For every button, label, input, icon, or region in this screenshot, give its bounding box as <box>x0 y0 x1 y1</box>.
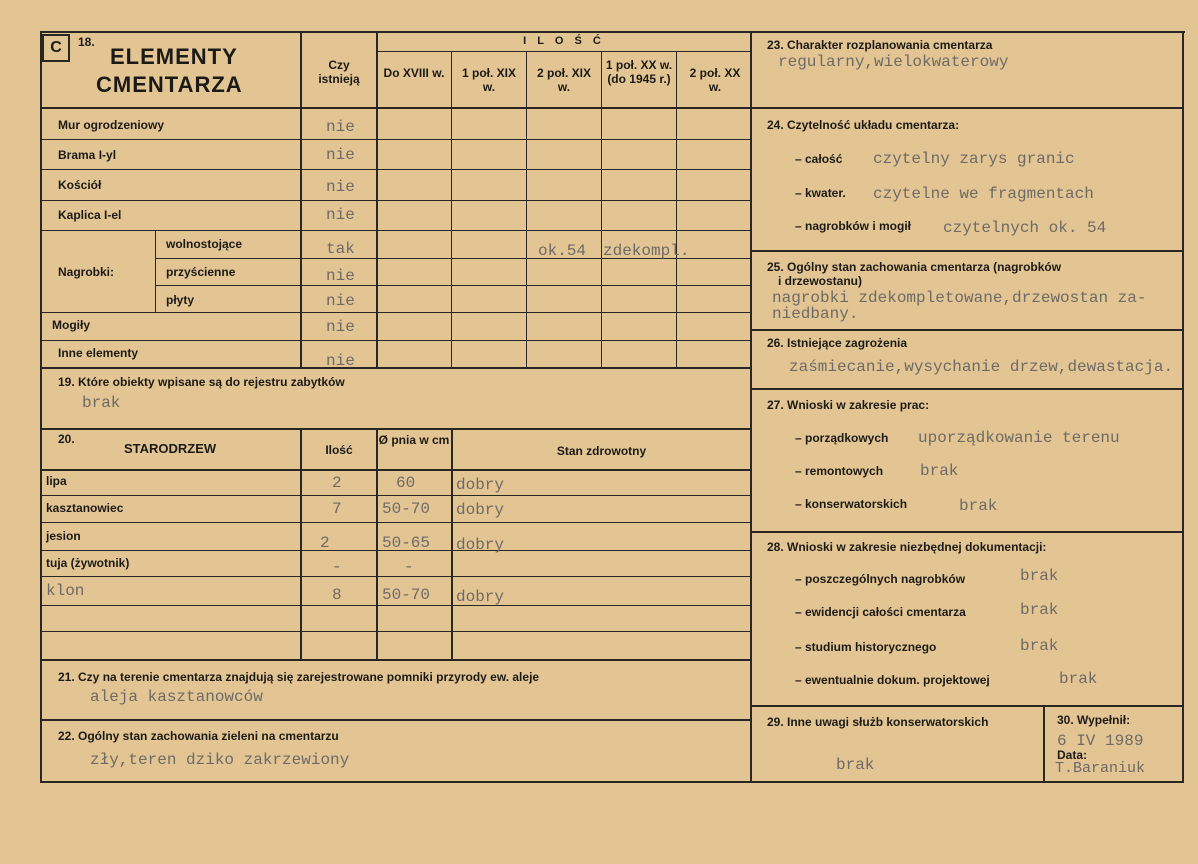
rule <box>40 522 752 523</box>
s21-label: 21. Czy na terenie cmentarza znajdują się zarejestrowane pomniki przyrody ew. aleje <box>58 670 540 684</box>
rule <box>451 51 452 368</box>
tree-name: tuja (żywotnik) <box>46 556 130 570</box>
s23-label: 23. Charakter rozplanowania cmentarza <box>767 38 993 52</box>
rule <box>750 107 1184 109</box>
rule <box>40 139 752 140</box>
col-czy-istnieja: Czy istnieją <box>318 58 360 86</box>
s25-value-line1: nagrobki zdekompletowane,drzewostan za- <box>772 289 1147 307</box>
s30-name: T.Baraniuk <box>1055 760 1146 777</box>
section-letter-box: C <box>42 34 70 62</box>
tree-diameter: 50-70 <box>382 500 431 518</box>
rule <box>750 31 752 783</box>
rule <box>376 51 752 52</box>
rule <box>40 576 752 577</box>
nagrobki-wolnostojace-label: wolnostojące <box>166 237 243 251</box>
s24-item-label: – całość <box>795 152 843 166</box>
s19-value: brak <box>82 394 121 412</box>
s27-item-value: brak <box>920 462 959 480</box>
inne-value: nie <box>326 352 355 370</box>
col-1pol-xx: 1 poł. XX w. (do 1945 r.) <box>605 58 673 86</box>
rule <box>40 719 752 721</box>
s22-label: 22. Ogólny stan zachowania zieleni na cmentarzu <box>58 729 339 743</box>
s25-value-line2: niedbany. <box>772 305 859 323</box>
tree-diameter: - <box>404 558 414 576</box>
s20-col-ilosc: Ilość <box>325 443 353 457</box>
rule <box>750 781 1184 783</box>
s28-item-label: – ewidencji całości cmentarza <box>795 605 966 619</box>
s20-col-pnia: Ø pnia w cm <box>378 433 450 447</box>
s30-data-label: Data: <box>1057 748 1088 762</box>
s24-item-label: – nagrobków i mogił <box>795 219 912 233</box>
section-number: 18. <box>78 35 95 49</box>
nagrobki-wolnostojace-count: ok.54 <box>538 242 587 260</box>
rule <box>40 367 752 369</box>
tree-count: 2 <box>332 474 342 492</box>
rule <box>750 531 1184 533</box>
s27-item-label: – porządkowych <box>795 431 889 445</box>
nagrobki-przyscienne-value: nie <box>326 267 355 285</box>
rule <box>40 428 752 430</box>
rule <box>300 428 302 660</box>
s20-number: 20. <box>58 432 75 446</box>
title-line-1: ELEMENTY <box>110 44 238 69</box>
rule <box>676 51 677 368</box>
s28-item-value: brak <box>1020 637 1059 655</box>
s27-item-value: uporządkowanie terenu <box>918 429 1120 447</box>
col-do-xviii: Do XVIII w. <box>383 66 445 80</box>
s30-label: 30. Wypełnił: <box>1057 713 1131 727</box>
mogily-value: nie <box>326 318 355 336</box>
s20-col-stan: Stan zdrowotny <box>556 444 647 458</box>
inne-label: Inne elementy <box>58 346 139 360</box>
tree-diameter: 50-65 <box>382 534 431 552</box>
tree-health: dobry <box>456 501 505 519</box>
tree-count: - <box>332 558 342 576</box>
s24-label: 24. Czytelność układu cmentarza: <box>767 118 960 132</box>
nagrobki-wolnostojace-value: tak <box>326 240 355 258</box>
rule <box>155 230 156 312</box>
s24-item-value: czytelny zarys granic <box>873 150 1075 168</box>
s23-value: regularny,wielokwaterowy <box>778 53 1009 71</box>
s21-value: aleja kasztanowców <box>90 688 263 706</box>
tree-name: klon <box>46 582 85 600</box>
rule <box>750 31 1185 33</box>
row-value-mur: nie <box>326 118 355 136</box>
rule <box>40 340 752 341</box>
rule <box>40 312 752 313</box>
s26-label: 26. Istniejące zagrożenia <box>767 336 908 350</box>
rule <box>376 428 378 660</box>
s29-value: brak <box>836 756 875 774</box>
s28-label: 28. Wnioski w zakresie niezbędnej dokumentacji: <box>767 540 1047 554</box>
col-2pol-xx: 2 poł. XX w. <box>689 66 741 94</box>
s28-item-value: brak <box>1059 670 1098 688</box>
s30-date: 6 IV 1989 <box>1057 732 1144 750</box>
rule <box>1043 705 1045 783</box>
s25-label-line2: i drzewostanu) <box>778 274 863 288</box>
s24-item-value: czytelnych ok. 54 <box>943 219 1107 237</box>
tree-health: dobry <box>456 588 505 606</box>
rule <box>40 605 752 606</box>
s22-value: zły,teren dziko zakrzewiony <box>90 751 350 769</box>
tree-diameter: 50-70 <box>382 586 431 604</box>
rule <box>40 469 752 471</box>
s24-item-label: – kwater. <box>795 186 846 200</box>
s28-item-label: – ewentualnie dokum. projektowej <box>795 673 990 687</box>
rule <box>750 250 1184 252</box>
row-value-kosciol: nie <box>326 178 355 196</box>
s20-title: STARODRZEW <box>124 441 217 456</box>
s27-label: 27. Wnioski w zakresie prac: <box>767 398 930 412</box>
rule <box>40 659 752 661</box>
nagrobki-plyty-value: nie <box>326 292 355 310</box>
rule <box>40 230 752 231</box>
col-1pol-xix: 1 poł. XIX w. <box>461 66 516 94</box>
nagrobki-przyscienne-label: przyścienne <box>166 265 236 279</box>
row-label-kaplica: Kaplica I-el <box>58 208 122 222</box>
rule <box>40 107 752 109</box>
rule <box>155 285 752 286</box>
tree-health: dobry <box>456 476 505 494</box>
rule <box>40 631 752 632</box>
rule <box>40 495 752 496</box>
s28-item-label: – studium historycznego <box>795 640 937 654</box>
tree-diameter: 60 <box>396 474 416 492</box>
rule <box>750 388 1184 390</box>
s28-item-label: – poszczególnych nagrobków <box>795 572 966 586</box>
s25-label-line1: 25. Ogólny stan zachowania cmentarza (nagrobków <box>767 260 1062 274</box>
row-label-kosciol: Kościół <box>58 178 102 192</box>
s27-item-label: – konserwatorskich <box>795 497 908 511</box>
rule <box>601 51 602 368</box>
title-line-2: CMENTARZA <box>96 72 243 97</box>
s19-label: 19. Które obiekty wpisane są do rejestru zabytków <box>58 375 345 389</box>
tree-count: 8 <box>332 586 342 604</box>
rule <box>40 169 752 170</box>
mogily-label: Mogiły <box>52 318 90 332</box>
rule <box>40 31 752 33</box>
rule <box>451 428 453 660</box>
s29-label: 29. Inne uwagi służb konserwatorskich <box>767 715 989 729</box>
row-value-kaplica: nie <box>326 206 355 224</box>
nagrobki-wolnostojace-note: zdekompl. <box>603 242 690 260</box>
tree-name: jesion <box>46 529 81 543</box>
s24-item-value: czytelne we fragmentach <box>873 185 1094 203</box>
rule <box>40 781 752 783</box>
rule <box>750 705 1184 707</box>
nagrobki-label: Nagrobki: <box>58 265 115 279</box>
tree-health: dobry <box>456 536 505 554</box>
tree-count: 2 <box>320 534 330 552</box>
s27-item-value: brak <box>959 497 998 515</box>
s27-item-label: – remontowych <box>795 464 884 478</box>
s26-value: zaśmiecanie,wysychanie drzew,dewastacja. <box>789 358 1174 376</box>
col-2pol-xix: 2 poł. XIX w. <box>536 66 591 94</box>
rule <box>1182 31 1184 783</box>
tree-count: 7 <box>332 500 342 518</box>
tree-name: kasztanowiec <box>46 501 124 515</box>
s28-item-value: brak <box>1020 601 1059 619</box>
row-value-brama: nie <box>326 146 355 164</box>
rule <box>40 200 752 201</box>
row-label-brama: Brama I-yl <box>58 148 117 162</box>
rule <box>526 51 527 368</box>
rule <box>750 329 1184 331</box>
nagrobki-plyty-label: płyty <box>166 293 195 307</box>
rule <box>40 31 42 783</box>
s28-item-value: brak <box>1020 567 1059 585</box>
tree-name: lipa <box>46 474 67 488</box>
row-label-mur: Mur ogrodzeniowy <box>58 118 164 132</box>
col-ilosc: I L O Ś Ć <box>523 35 605 47</box>
